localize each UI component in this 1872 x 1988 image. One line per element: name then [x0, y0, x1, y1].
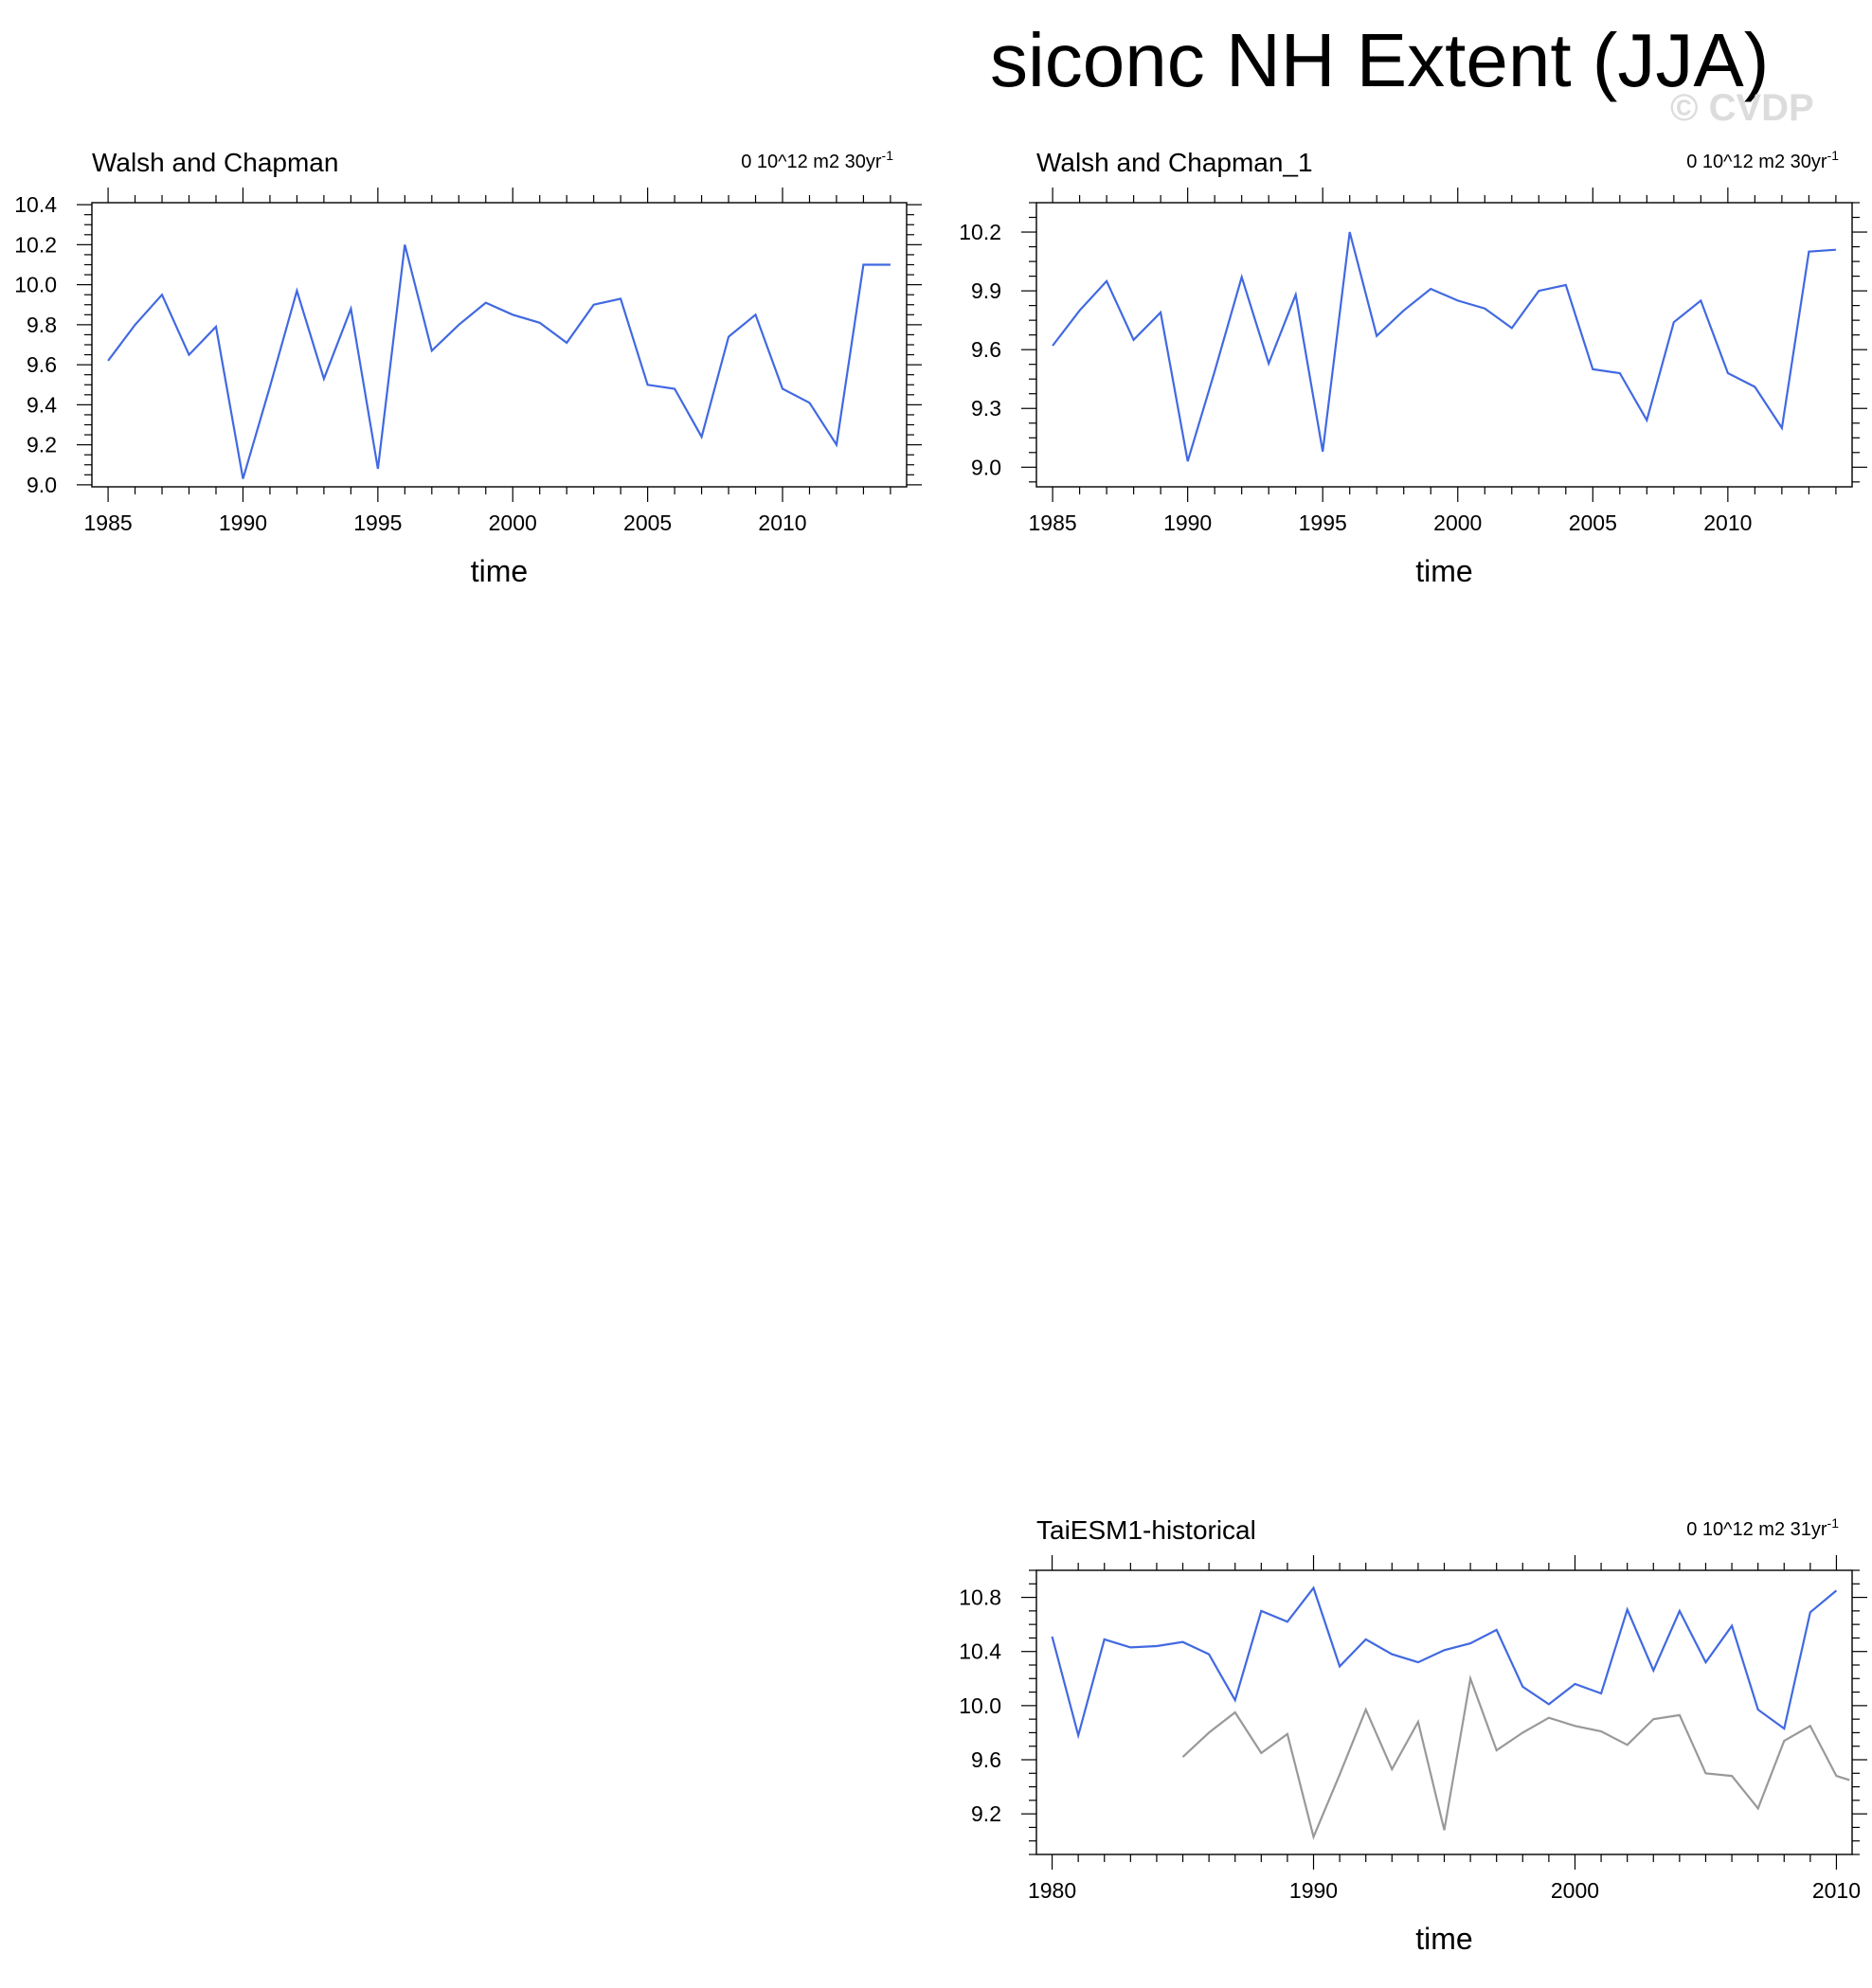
x-tick-label: 2005: [623, 510, 673, 535]
y-tick-label: 9.0: [27, 472, 57, 497]
y-tick-label: 9.0: [971, 455, 1001, 480]
y-tick-label: 9.6: [971, 1747, 1001, 1772]
watermark: © CVDP: [1670, 87, 1814, 129]
y-tick-label: 9.3: [971, 396, 1001, 421]
x-tick-label: 2010: [1811, 1878, 1862, 1903]
x-tick-label: 2005: [1568, 510, 1617, 535]
annotation-text: 0 10^12 m2 31yr: [1686, 1519, 1827, 1540]
y-tick-label: 9.6: [27, 352, 57, 378]
plot-frame: [1036, 203, 1852, 487]
x-tick-label: 2010: [1703, 510, 1753, 535]
chart-annotation: [1686, 1515, 1839, 1540]
chart-title: TaiESM1-historical: [1036, 1515, 1256, 1545]
x-axis-label: time: [1415, 554, 1473, 588]
chart-panel-1: [14, 148, 922, 588]
annotation-superscript: -1: [881, 148, 893, 163]
series-line-2: [1183, 1678, 1850, 1836]
series-line-1: [1053, 232, 1836, 461]
chart-annotation: [741, 148, 893, 172]
y-tick-label: 10.8: [959, 1585, 1001, 1610]
y-tick-label: 10.0: [14, 272, 57, 297]
annotation-text: 0 10^12 m2 30yr: [741, 152, 882, 172]
annotation-superscript: -1: [1827, 148, 1839, 163]
annotation-text: 0 10^12 m2 30yr: [1686, 152, 1827, 172]
x-axis-label: time: [470, 554, 529, 588]
y-tick-label: 10.0: [959, 1692, 1001, 1718]
y-tick-label: 9.2: [27, 432, 57, 457]
chart-panel-2: [959, 148, 1867, 588]
page-title: siconc NH Extent (JJA): [990, 18, 1770, 102]
x-tick-label: 2000: [1550, 1878, 1600, 1903]
series-line-1: [1053, 1588, 1837, 1736]
y-tick-label: 9.8: [27, 312, 57, 337]
x-tick-label: 1985: [1028, 510, 1077, 535]
y-tick-label: 10.2: [959, 220, 1001, 245]
chart-title: Walsh and Chapman: [92, 148, 339, 177]
x-tick-label: 1990: [1288, 1878, 1339, 1903]
x-tick-label: 1990: [218, 510, 268, 535]
chart-annotation: [1686, 148, 1839, 172]
x-tick-label: 1985: [83, 510, 133, 535]
annotation-superscript: -1: [1827, 1515, 1839, 1531]
x-tick-label: 1995: [353, 510, 403, 535]
x-tick-label: 1990: [1163, 510, 1213, 535]
y-tick-label: 9.9: [971, 278, 1001, 304]
series-line-1: [108, 244, 891, 478]
y-tick-label: 10.4: [14, 192, 57, 218]
x-tick-label: 2000: [1433, 510, 1483, 535]
y-tick-label: 9.2: [971, 1801, 1001, 1827]
plot-frame: [92, 203, 907, 487]
y-tick-label: 9.4: [27, 392, 57, 418]
chart-panel-3: [959, 1515, 1867, 1956]
y-tick-label: 10.4: [959, 1639, 1001, 1664]
chart-title: Walsh and Chapman_1: [1036, 148, 1313, 177]
y-tick-label: 10.2: [14, 232, 57, 258]
x-tick-label: 2010: [758, 510, 807, 535]
x-tick-label: 2000: [488, 510, 537, 535]
x-axis-label: time: [1415, 1922, 1473, 1956]
x-tick-label: 1995: [1298, 510, 1347, 535]
y-tick-label: 9.6: [971, 337, 1001, 363]
x-tick-label: 1980: [1027, 1878, 1077, 1903]
plot-frame: [1036, 1570, 1852, 1854]
